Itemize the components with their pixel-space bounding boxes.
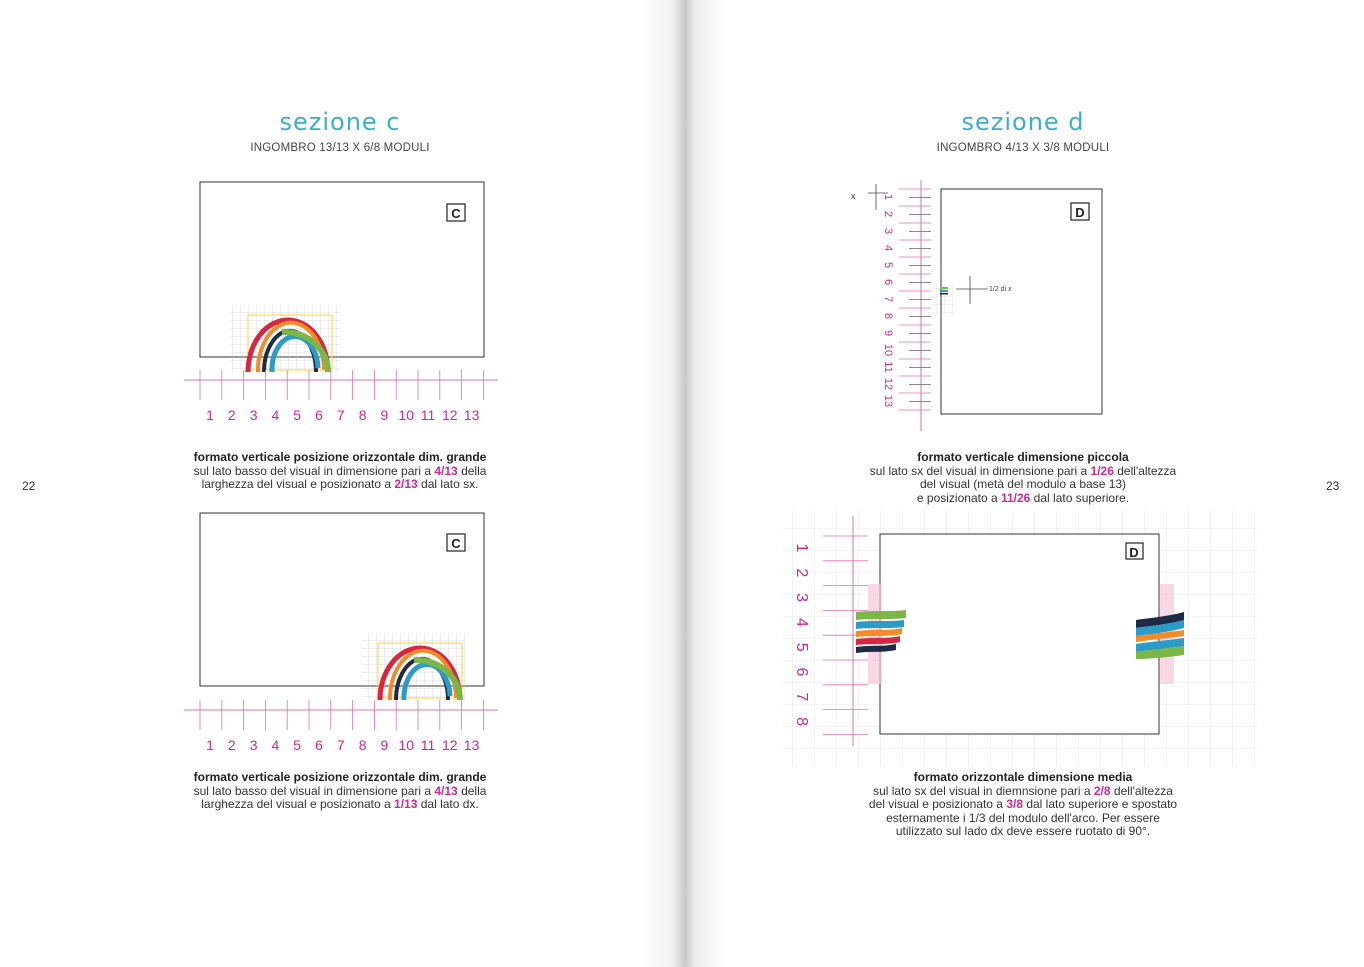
ruler-number: 1 xyxy=(206,737,214,753)
caption-highlight: 3/8 xyxy=(1006,797,1023,811)
horizontal-ruler xyxy=(184,370,498,423)
ruler-number: 5 xyxy=(293,407,302,423)
caption-text: dell'altezza xyxy=(1113,463,1177,478)
ruler-number: 6 xyxy=(315,407,323,423)
left-page-number: 22 xyxy=(22,479,36,493)
caption-highlight: 4/13 xyxy=(434,783,458,798)
ruler-number: 13 xyxy=(882,394,894,408)
caption-line xyxy=(843,785,1203,799)
ruler-number: 2 xyxy=(227,737,236,753)
caption-highlight: 1/26 xyxy=(1090,463,1114,478)
caption-text: dal lato dx. xyxy=(417,797,479,811)
caption-highlight: 4/13 xyxy=(434,463,458,478)
caption-heading: formato verticale dimensione piccola xyxy=(917,450,1129,464)
caption-text: sul lato sx del visual in diemnsione pari a xyxy=(873,783,1094,798)
visual-frame xyxy=(880,534,1159,734)
right-diagram-2 xyxy=(782,510,1258,766)
caption-text: della xyxy=(457,463,487,478)
caption-text: dal lato sx. xyxy=(417,477,479,491)
ruler-number: 10 xyxy=(398,407,414,423)
ruler-number: 3 xyxy=(793,593,810,603)
badge-c xyxy=(447,204,465,221)
x-label: x xyxy=(851,191,856,201)
badge-d xyxy=(1071,203,1089,220)
mini-logo xyxy=(940,287,948,295)
caption-line xyxy=(160,785,520,799)
ruler-number: 11 xyxy=(882,361,894,373)
caption-line xyxy=(160,478,520,492)
ruler-number: 9 xyxy=(380,407,389,423)
right-page-number: 23 xyxy=(1326,479,1340,493)
ruler-number: 10 xyxy=(398,737,414,753)
left-caption-2 xyxy=(160,771,520,812)
caption-text: larghezza del visual e posizionato a xyxy=(201,477,395,491)
caption-line: esternamente i 1/3 del modulo dell'arco. Per essere xyxy=(886,810,1160,825)
ruler-number: 12 xyxy=(442,737,458,753)
caption-line xyxy=(843,492,1203,506)
caption-line xyxy=(160,465,520,479)
caption-line: del visual (metà del modulo a base 13) xyxy=(919,477,1127,491)
ruler-number: 8 xyxy=(358,407,367,423)
right-section-title: sezione d xyxy=(961,108,1085,136)
ruler-number: 13 xyxy=(463,407,480,423)
ruler-number: 4 xyxy=(271,737,280,753)
badge-letter: C xyxy=(451,206,461,221)
ruler-number: 8 xyxy=(358,737,367,753)
ruler-number: 1 xyxy=(882,193,894,201)
ruler-number: 11 xyxy=(420,737,436,753)
caption-text: sul lato sx del visual in dimensione pari a xyxy=(869,463,1091,478)
badge-letter: D xyxy=(1075,205,1085,220)
badge-letter: C xyxy=(451,536,461,551)
ruler-number: 6 xyxy=(315,737,323,753)
caption-line: utilizzato sul lado dx deve essere ruotato di 90°. xyxy=(895,824,1151,838)
ruler-number: 6 xyxy=(793,667,810,677)
ruler-number: 8 xyxy=(793,717,810,727)
caption-highlight: 11/26 xyxy=(1000,490,1031,505)
left-section-title: sezione c xyxy=(279,108,401,136)
ruler-number: 12 xyxy=(442,407,458,423)
caption-highlight: 1/13 xyxy=(394,797,418,811)
ruler-number: 4 xyxy=(271,407,280,423)
caption-text: dal lato superiore. xyxy=(1030,490,1130,505)
ruler-number: 1 xyxy=(793,543,810,553)
right-caption-2 xyxy=(843,771,1203,839)
ruler-number: 1 xyxy=(206,407,214,423)
caption-highlight: 2/8 xyxy=(1093,783,1111,798)
left-diagram-1 xyxy=(184,182,498,423)
caption-heading: formato verticale posizione orizzontale dim. grande xyxy=(193,450,487,464)
ruler-number: 2 xyxy=(793,568,810,578)
horizontal-ruler xyxy=(184,700,498,753)
left-diagram-2 xyxy=(184,513,498,753)
left-section-subtitle: INGOMBRO 13/13 X 6/8 MODULI xyxy=(250,142,430,154)
ruler-number: 9 xyxy=(380,737,389,753)
right-caption-1 xyxy=(843,451,1203,505)
caption-text: dell'altezza xyxy=(1110,783,1173,798)
caption-line xyxy=(843,798,1203,812)
caption-highlight: 2/13 xyxy=(394,477,418,491)
ruler-number: 3 xyxy=(249,737,258,753)
caption-heading: formato verticale posizione orizzontale dim. grande xyxy=(193,770,487,784)
ruler-number: 3 xyxy=(882,227,894,235)
ruler-number: 9 xyxy=(882,329,894,337)
right-diagram-1 xyxy=(851,180,1102,431)
caption-line xyxy=(843,465,1203,479)
caption-text: della xyxy=(457,783,487,798)
ruler-number: 2 xyxy=(882,210,894,218)
ruler-number: 8 xyxy=(882,312,894,320)
caption-text: dal lato superiore e spostato xyxy=(1023,797,1178,811)
ruler-number: 2 xyxy=(227,407,236,423)
ruler-number: 11 xyxy=(420,407,436,423)
ruler-number: 5 xyxy=(793,642,810,652)
ribbon-logo-right xyxy=(1136,612,1184,659)
ruler-number: 13 xyxy=(463,737,480,753)
ruler-number: 5 xyxy=(293,737,302,753)
ruler-number: 10 xyxy=(882,343,894,357)
ruler-number: 3 xyxy=(249,407,258,423)
ruler-number: 6 xyxy=(882,278,894,286)
half-x-label: 1/2 di x xyxy=(989,286,1012,293)
ruler-number: 7 xyxy=(793,692,810,702)
caption-text: e posizionato a xyxy=(916,490,1001,505)
caption-text: sul lato basso del visual in dimensione pari a xyxy=(193,783,435,798)
vertical-ruler xyxy=(882,180,931,431)
ruler-number: 7 xyxy=(336,407,345,423)
visual-frame xyxy=(941,189,1102,414)
badge-d xyxy=(1126,543,1143,560)
caption-text: larghezza del visual e posizionato a xyxy=(201,797,395,811)
ruler-number: 5 xyxy=(882,261,894,269)
ruler-number: 4 xyxy=(793,617,810,627)
left-caption-1 xyxy=(160,451,520,492)
caption-text: del visual e posizionato a xyxy=(868,797,1007,811)
badge-letter: D xyxy=(1129,545,1139,560)
ruler-number: 7 xyxy=(336,737,345,753)
ruler-number: 12 xyxy=(882,377,894,391)
caption-text: sul lato basso del visual in dimensione pari a xyxy=(193,463,435,478)
caption-line xyxy=(160,798,520,812)
ruler-number: 7 xyxy=(882,295,894,303)
badge-c xyxy=(447,534,465,551)
caption-heading: formato orizzontale dimensione media xyxy=(913,770,1133,784)
right-section-subtitle: INGOMBRO 4/13 X 3/8 MODULI xyxy=(936,142,1110,154)
ruler-number: 4 xyxy=(882,244,894,252)
